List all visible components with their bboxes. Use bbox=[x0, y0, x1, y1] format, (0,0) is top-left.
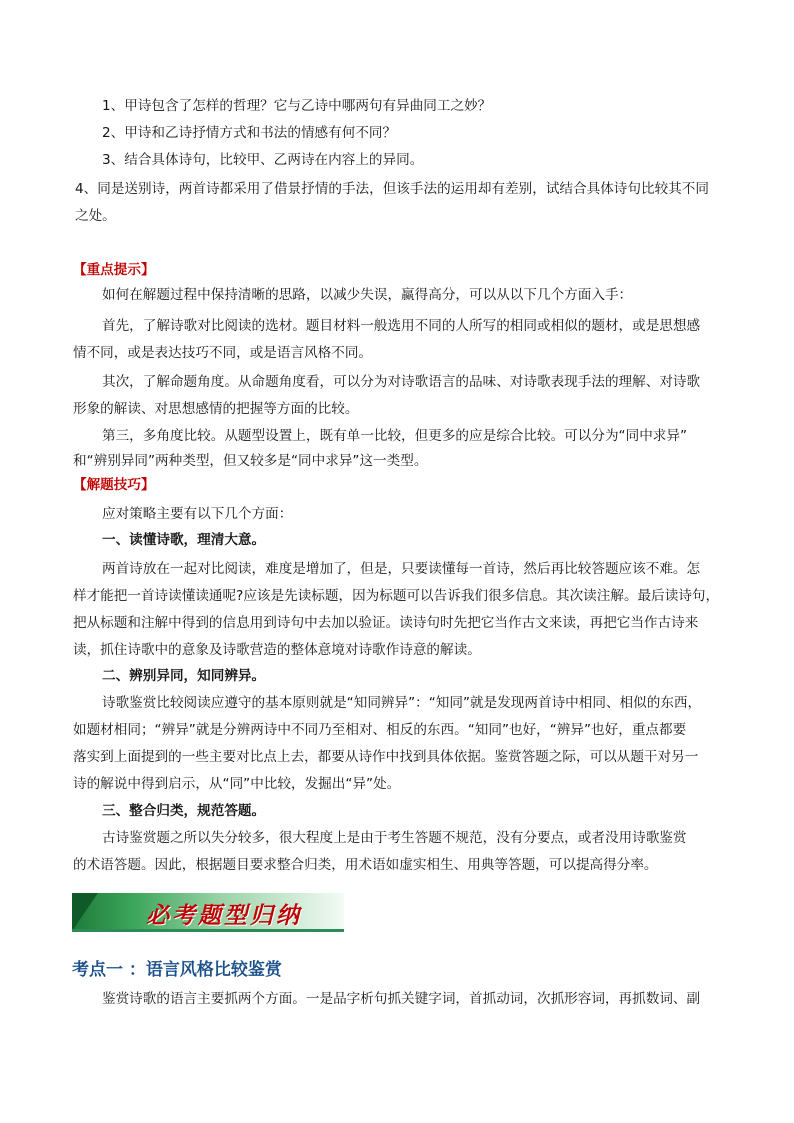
paragraph-line: 读，抓住诗歌中的意象及诗歌营造的整体意境对诗歌作诗意的解读。 bbox=[73, 642, 481, 658]
banner-title: 必考题型归纳 bbox=[146, 902, 302, 929]
kaodian-title: 考点一 ：语言风格比较鉴赏 bbox=[72, 960, 282, 980]
subheading-2: 二、辨别异同，知同辨异。 bbox=[102, 668, 266, 684]
subheading-1: 一、读懂诗歌，理清大意。 bbox=[102, 532, 266, 548]
technique-heading: 【解题技巧】 bbox=[73, 477, 155, 493]
tip-line: 首先，了解诗歌对比阅读的选材。题目材料一般选用不同的人所写的相同或相似的题材，或是思想感 bbox=[102, 318, 701, 334]
question-3: 3、结合具体诗句，比较甲、乙两诗在内容上的异同。 bbox=[102, 152, 424, 168]
tip-heading: 【重点提示】 bbox=[73, 262, 155, 278]
paragraph-line: 诗的解说中得到启示，从“同”中比较，发掘出“异”处。 bbox=[73, 776, 401, 792]
tip-line: 其次，了解命题角度。从命题角度看，可以分为对诗歌语言的品味、对诗歌表现手法的理解、对诗歌 bbox=[102, 374, 701, 390]
question-2: 2、甲诗和乙诗抒情方式和书法的情感有何不同？ bbox=[102, 125, 397, 141]
paragraph-line: 如题材相同；“辨异”就是分辨两诗中不同乃至相对、相反的东西。“知同”也好，“辨异”也好，重点都要 bbox=[73, 722, 687, 738]
tip-line: 如何在解题过程中保持清晰的思路，以减少失误，赢得高分，可以从以下几个方面入手： bbox=[102, 287, 633, 303]
paragraph-line: 落实到上面提到的一些主要对比点上去，都要从诗作中找到具体依据。鉴赏答题之际，可以从题干对另一 bbox=[73, 749, 699, 765]
technique-intro: 应对策略主要有以下几个方面： bbox=[102, 506, 293, 522]
paragraph-line: 把从标题和注解中得到的信息用到诗句中去加以验证。读诗句时先把它当作古文来读，再把它当作古诗来 bbox=[73, 615, 699, 631]
paragraph-line: 古诗鉴赏题之所以失分较多，很大程度上是由于考生答题不规范，没有分要点，或者没用诗歌鉴赏 bbox=[102, 830, 687, 846]
paragraph-line: 两首诗放在一起对比阅读，难度是增加了，但是，只要读懂每一首诗，然后再比较答题应该不难。怎 bbox=[102, 561, 701, 577]
banner-accent bbox=[72, 893, 98, 931]
paragraph-line: 的术语答题。因此，根据题目要求整合归类，用术语如虚实相生、用典等答题，可以提高得分率。 bbox=[73, 857, 658, 873]
tip-line: 第三，多角度比较。从题型设置上，既有单一比较，但更多的应是综合比较。可以分为“同中求异” bbox=[102, 428, 688, 444]
question-1: 1、甲诗包含了怎样的哲理？它与乙诗中哪两句有异曲同工之妙？ bbox=[102, 98, 492, 114]
tip-line: 和“辨别异同”两种类型，但又较多是“同中求异”这一类型。 bbox=[73, 453, 428, 469]
paragraph-line: 样才能把一首诗读懂读通呢?应该是先读标题，因为标题可以告诉我们很多信息。其次读注解。最后读诗句， bbox=[73, 588, 720, 604]
question-4-cont: 之处。 bbox=[75, 208, 116, 224]
paragraph-line: 鉴赏诗歌的语言主要抓两个方面。一是品字析句抓关键字词，首抓动词，次抓形容词，再抓数词、副 bbox=[102, 991, 701, 1007]
tip-line: 形象的解读、对思想感情的把握等方面的比较。 bbox=[73, 401, 359, 417]
section-banner bbox=[72, 893, 344, 933]
paragraph-line: 诗歌鉴赏比较阅读应遵守的基本原则就是“知同辨异”：“知同”就是发现两首诗中相同、相似的东西， bbox=[102, 695, 702, 711]
subheading-3: 三、整合归类，规范答题。 bbox=[102, 803, 266, 819]
tip-line: 情不同，或是表达技巧不同，或是语言风格不同。 bbox=[73, 345, 373, 361]
question-4: 4、同是送别诗，两首诗都采用了借景抒情的手法，但该手法的运用却有差别，试结合具体诗句比较其不同 bbox=[75, 181, 709, 197]
